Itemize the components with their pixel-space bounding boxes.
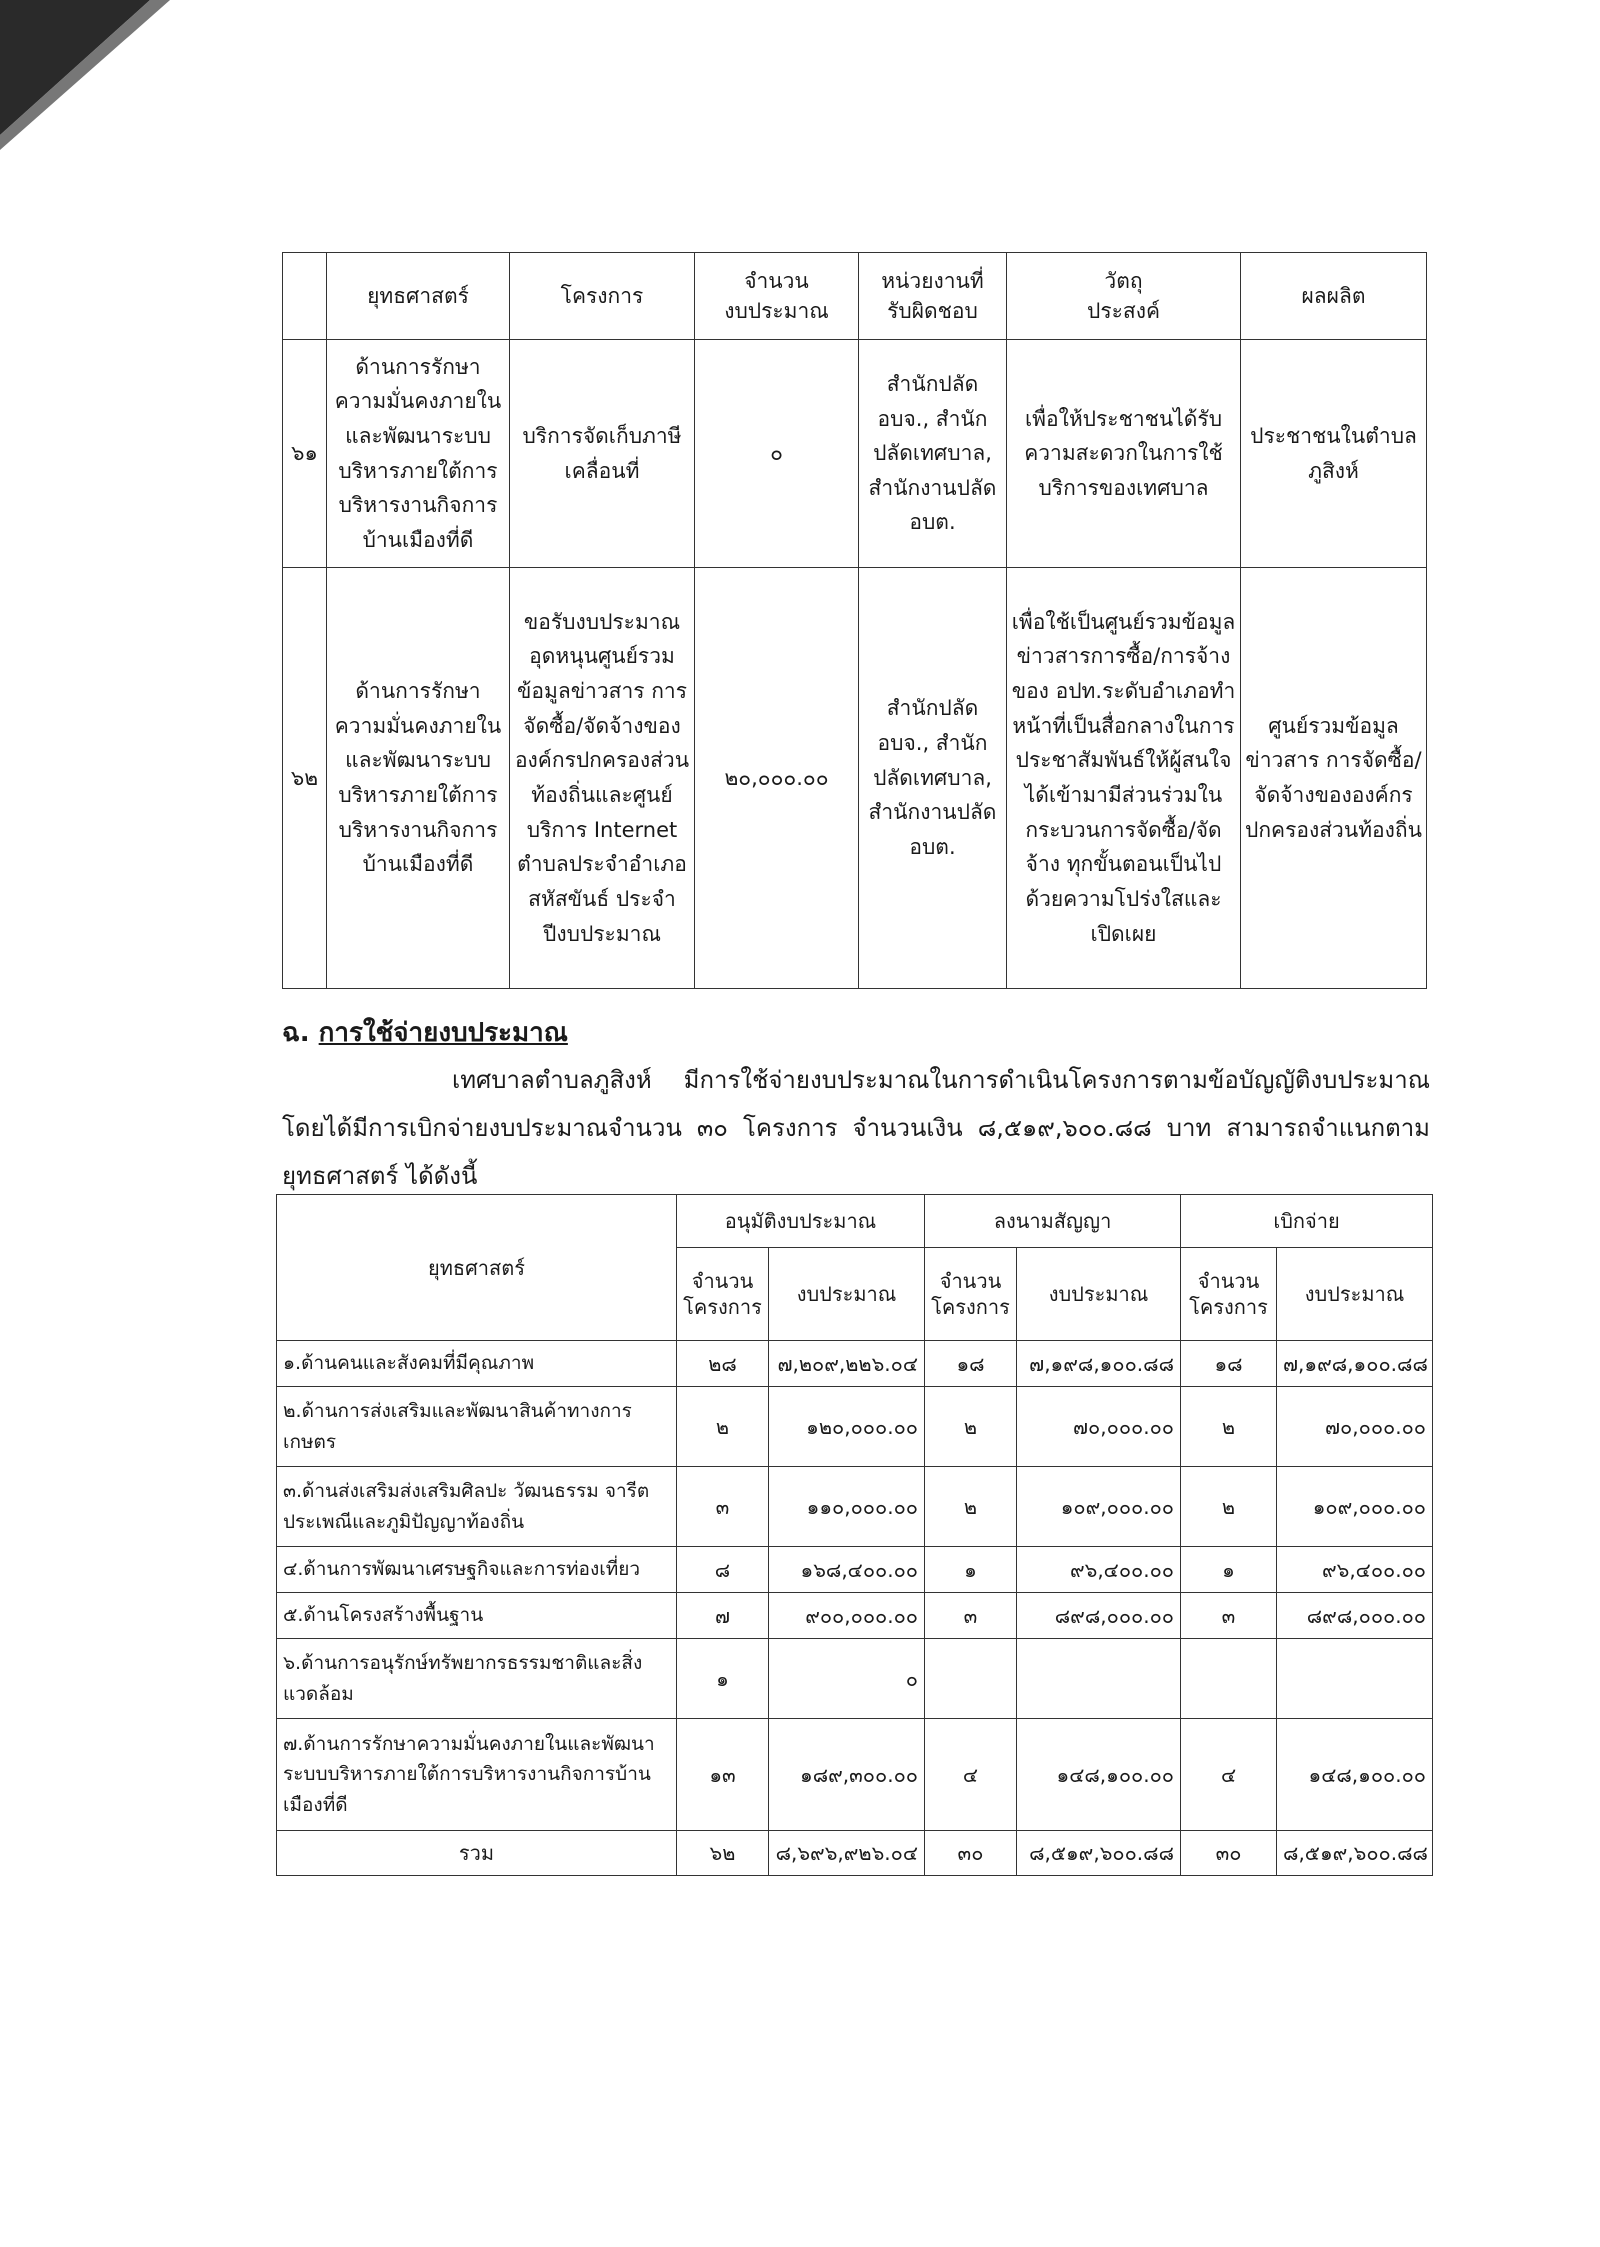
approved-count: ๒๘ <box>677 1341 769 1387</box>
disbursed-budget <box>1277 1639 1433 1719</box>
disbursed-count: ๑๘ <box>1181 1341 1277 1387</box>
row-number: ๖๒ <box>283 568 327 989</box>
row-agency: สำนักปลัดอบจ., สำนักปลัดเทศบาล, สำนักงานปลัดอบต. <box>859 568 1007 989</box>
disbursed-count: ๔ <box>1181 1719 1277 1831</box>
contracted-budget <box>1017 1639 1181 1719</box>
header-strategy: ยุทธศาสตร์ <box>327 253 510 340</box>
row-output: ประชาชนในตำบลภูสิงห์ <box>1241 340 1427 568</box>
approved-budget: ๑๖๘,๔๐๐.๐๐ <box>769 1547 925 1593</box>
summary-header-strategy: ยุทธศาสตร์ <box>277 1195 677 1341</box>
total-approved-count: ๖๒ <box>677 1831 769 1876</box>
table-row <box>277 1387 1433 1467</box>
header-project: โครงการ <box>510 253 695 340</box>
header-agency-text: หน่วยงานที่ รับผิดชอบ <box>881 268 984 323</box>
header-agency <box>859 253 1007 340</box>
row-budget: ๐ <box>695 340 859 568</box>
summary-header-budget: งบประมาณ <box>1277 1248 1433 1341</box>
disbursed-budget: ๑๔๘,๑๐๐.๐๐ <box>1277 1719 1433 1831</box>
row-output: ศูนย์รวมข้อมูลข่าวสาร การจัดซื้อ/จัดจ้างขององค์กรปกครองส่วนท้องถิ่น <box>1241 568 1427 989</box>
contracted-count: ๑๘ <box>925 1341 1017 1387</box>
contracted-budget: ๑๐๙,๐๐๐.๐๐ <box>1017 1467 1181 1547</box>
strategy-name: ๓.ด้านส่งเสริมส่งเสริมศิลปะ วัฒนธรรม จารีตประเพณีและภูมิปัญญาท้องถิ่น <box>277 1467 677 1547</box>
approved-count: ๗ <box>677 1593 769 1639</box>
table-row <box>277 1467 1433 1547</box>
disbursed-count: ๒ <box>1181 1387 1277 1467</box>
row-strategy: ด้านการรักษาความมั่นคงภายในและพัฒนาระบบบริหารภายใต้การบริหารงานกิจการบ้านเมืองที่ดี <box>327 568 510 989</box>
approved-count: ๓ <box>677 1467 769 1547</box>
table-row <box>277 1719 1433 1831</box>
row-agency: สำนักปลัดอบจ., สำนักปลัดเทศบาล, สำนักงานปลัดอบต. <box>859 340 1007 568</box>
total-disbursed-budget: ๘,๕๑๙,๖๐๐.๘๘ <box>1277 1831 1433 1876</box>
disbursed-count: ๓ <box>1181 1593 1277 1639</box>
row-objective: เพื่อใช้เป็นศูนย์รวมข้อมูลข่าวสารการซื้อ/การจ้างของ อปท.ระดับอำเภอทำหน้าที่เป็นสื่อกลางในการประชาสัมพันธ์ให้ผู้สนใจได้เข้ามามีส่วนร่วมในกระบวนการจัดซื้อ/จัดจ้าง ทุกขั้นตอนเป็นไปด้วยความโปร่งใสและเปิดเผย <box>1007 568 1241 989</box>
approved-budget: ๗,๒๐๙,๒๒๖.๐๔ <box>769 1341 925 1387</box>
header-objective-text: วัตถุ ประสงค์ <box>1086 268 1160 323</box>
table-row <box>277 1341 1433 1387</box>
header-objective <box>1007 253 1241 340</box>
table-row <box>277 1547 1433 1593</box>
contracted-count <box>925 1639 1017 1719</box>
contracted-budget: ๗,๑๙๘,๑๐๐.๘๘ <box>1017 1341 1181 1387</box>
total-contracted-count: ๓๐ <box>925 1831 1017 1876</box>
approved-budget: ๑๑๐,๐๐๐.๐๐ <box>769 1467 925 1547</box>
strategy-name: ๗.ด้านการรักษาความมั่นคงภายในและพัฒนาระบบบริหารภายใต้การบริหารงานกิจการบ้านเมืองที่ดี <box>277 1719 677 1831</box>
approved-budget: ๑๒๐,๐๐๐.๐๐ <box>769 1387 925 1467</box>
summary-header-approved: อนุมัติงบประมาณ <box>677 1195 925 1248</box>
contracted-budget: ๑๔๘,๑๐๐.๐๐ <box>1017 1719 1181 1831</box>
approved-budget: ๐ <box>769 1639 925 1719</box>
row-strategy: ด้านการรักษาความมั่นคงภายในและพัฒนาระบบบริหารภายใต้การบริหารงานกิจการบ้านเมืองที่ดี <box>327 340 510 568</box>
strategy-name: ๔.ด้านการพัฒนาเศรษฐกิจและการท่องเที่ยว <box>277 1547 677 1593</box>
summary-header-disbursed: เบิกจ่าย <box>1181 1195 1433 1248</box>
project-table-header <box>283 253 1427 340</box>
summary-header-contracted: ลงนามสัญญา <box>925 1195 1181 1248</box>
contracted-budget: ๗๐,๐๐๐.๐๐ <box>1017 1387 1181 1467</box>
summary-header-top <box>277 1195 1433 1248</box>
section-title: การใช้จ่ายงบประมาณ <box>318 1018 568 1048</box>
approved-count: ๒ <box>677 1387 769 1467</box>
total-disbursed-count: ๓๐ <box>1181 1831 1277 1876</box>
disbursed-budget: ๗๐,๐๐๐.๐๐ <box>1277 1387 1433 1467</box>
header-no <box>283 253 327 340</box>
total-contracted-budget: ๘,๕๑๙,๖๐๐.๘๘ <box>1017 1831 1181 1876</box>
disbursed-budget: ๗,๑๙๘,๑๐๐.๘๘ <box>1277 1341 1433 1387</box>
table-row <box>277 1593 1433 1639</box>
disbursed-count <box>1181 1639 1277 1719</box>
approved-budget: ๑๘๙,๓๐๐.๐๐ <box>769 1719 925 1831</box>
disbursed-budget: ๙๖,๔๐๐.๐๐ <box>1277 1547 1433 1593</box>
total-approved-budget: ๘,๖๙๖,๙๒๖.๐๔ <box>769 1831 925 1876</box>
section-heading <box>282 1012 568 1053</box>
disbursed-count: ๒ <box>1181 1467 1277 1547</box>
header-output: ผลผลิต <box>1241 253 1427 340</box>
contracted-count: ๑ <box>925 1547 1017 1593</box>
total-row <box>277 1831 1433 1876</box>
table-row <box>277 1639 1433 1719</box>
summary-header-count <box>925 1248 1017 1341</box>
strategy-name: ๕.ด้านโครงสร้างพื้นฐาน <box>277 1593 677 1639</box>
count-label: จำนวน โครงการ <box>931 1269 1010 1319</box>
row-objective: เพื่อให้ประชาชนได้รับความสะดวกในการใช้บริการของเทศบาล <box>1007 340 1241 568</box>
header-budget-text: จำนวน งบประมาณ <box>724 268 829 323</box>
summary-header-count <box>677 1248 769 1341</box>
count-label: จำนวน โครงการ <box>683 1269 762 1319</box>
disbursed-budget: ๑๐๙,๐๐๐.๐๐ <box>1277 1467 1433 1547</box>
table-row <box>283 340 1427 568</box>
approved-budget: ๙๐๐,๐๐๐.๐๐ <box>769 1593 925 1639</box>
contracted-count: ๔ <box>925 1719 1017 1831</box>
row-number: ๖๑ <box>283 340 327 568</box>
contracted-budget: ๙๖,๔๐๐.๐๐ <box>1017 1547 1181 1593</box>
strategy-name: ๒.ด้านการส่งเสริมและพัฒนาสินค้าทางการเกษตร <box>277 1387 677 1467</box>
project-table <box>282 252 1427 989</box>
contracted-count: ๓ <box>925 1593 1017 1639</box>
contracted-budget: ๘๙๘,๐๐๐.๐๐ <box>1017 1593 1181 1639</box>
row-project: ขอรับงบประมาณอุดหนุนศูนย์รวมข้อมูลข่าวสาร การจัดซื้อ/จัดจ้างขององค์กรปกครองส่วนท้องถิ่นและศูนย์บริการ Internet ตำบลประจำอำเภอสหัสขันธ์ ประจำปีงบประมาณ <box>510 568 695 989</box>
disbursed-budget: ๘๙๘,๐๐๐.๐๐ <box>1277 1593 1433 1639</box>
row-budget: ๒๐,๐๐๐.๐๐ <box>695 568 859 989</box>
header-budget <box>695 253 859 340</box>
strategy-name: ๖.ด้านการอนุรักษ์ทรัพยากรธรรมชาติและสิ่งแวดล้อม <box>277 1639 677 1719</box>
approved-count: ๘ <box>677 1547 769 1593</box>
count-label: จำนวน โครงการ <box>1189 1269 1268 1319</box>
summary-header-budget: งบประมาณ <box>769 1248 925 1341</box>
table-row <box>283 568 1427 989</box>
summary-header-count <box>1181 1248 1277 1341</box>
summary-header-budget: งบประมาณ <box>1017 1248 1181 1341</box>
disbursed-count: ๑ <box>1181 1547 1277 1593</box>
strategy-name: ๑.ด้านคนและสังคมที่มีคุณภาพ <box>277 1341 677 1387</box>
contracted-count: ๒ <box>925 1387 1017 1467</box>
scan-corner-shadow <box>0 0 170 150</box>
approved-count: ๑ <box>677 1639 769 1719</box>
budget-summary-table <box>276 1194 1433 1876</box>
row-project: บริการจัดเก็บภาษีเคลื่อนที่ <box>510 340 695 568</box>
contracted-count: ๒ <box>925 1467 1017 1547</box>
total-label: รวม <box>277 1831 677 1876</box>
section-prefix: ฉ. <box>282 1018 310 1048</box>
section-paragraph <box>282 1056 1430 1200</box>
approved-count: ๑๓ <box>677 1719 769 1831</box>
paragraph-text: เทศบาลตำบลภูสิงห์ มีการใช้จ่ายงบประมาณในการดำเนินโครงการตามข้อบัญญัติงบประมาณ โดยได้มีการเบิกจ่ายงบประมาณจำนวน ๓๐ โครงการ จำนวนเงิน ๘,๕๑๙,๖๐๐.๘๘ บาท สามารถจำแนกตามยุทธศาสตร์ ได้ดังนี้ <box>282 1066 1430 1190</box>
